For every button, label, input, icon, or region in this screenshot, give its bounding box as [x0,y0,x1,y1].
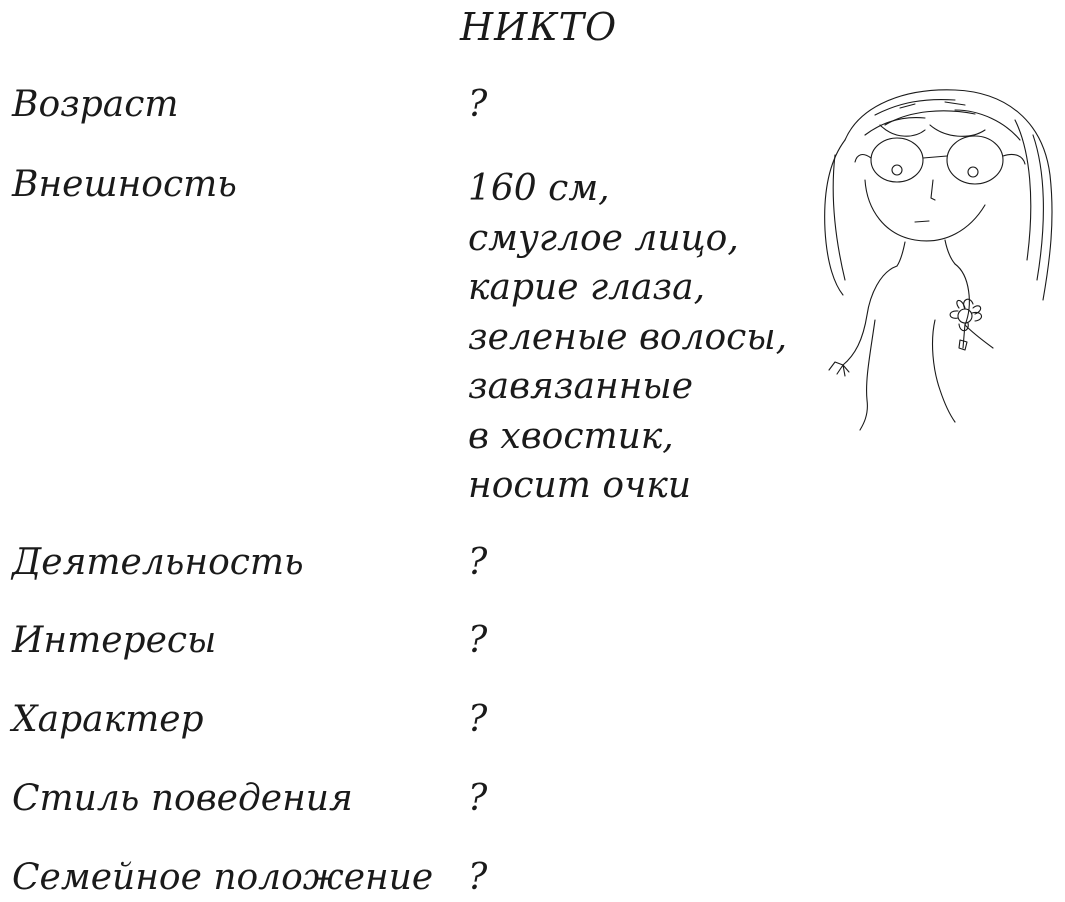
label-appearance: Внешность [12,164,237,205]
value-behavior-style: ? [468,778,488,819]
value-character: ? [468,699,488,740]
value-interests: ? [468,620,488,661]
appearance-line: носит очки [468,465,692,506]
appearance-line: зеленые волосы, [468,316,788,358]
appearance-line: завязанные [468,366,694,407]
appearance-line: 160 см, [468,168,610,209]
appearance-line: смуглое лицо, [468,217,739,259]
label-interests: Интересы [12,620,217,661]
label-age: Возраст [12,84,179,125]
value-activity: ? [468,542,488,583]
appearance-line: в хвостик, [468,415,674,457]
girl-with-flower-sketch-icon [805,80,1060,440]
value-appearance [468,164,787,511]
value-age: ? [468,84,488,125]
label-character: Характер [12,699,204,740]
label-activity: Деятельность [12,542,304,583]
label-marital-status: Семейное положение [12,857,434,898]
value-marital-status: ? [468,857,488,898]
appearance-line: карие глаза, [468,267,706,308]
page-title: НИКТО [460,5,618,49]
label-behavior-style: Стиль поведения [12,778,353,819]
